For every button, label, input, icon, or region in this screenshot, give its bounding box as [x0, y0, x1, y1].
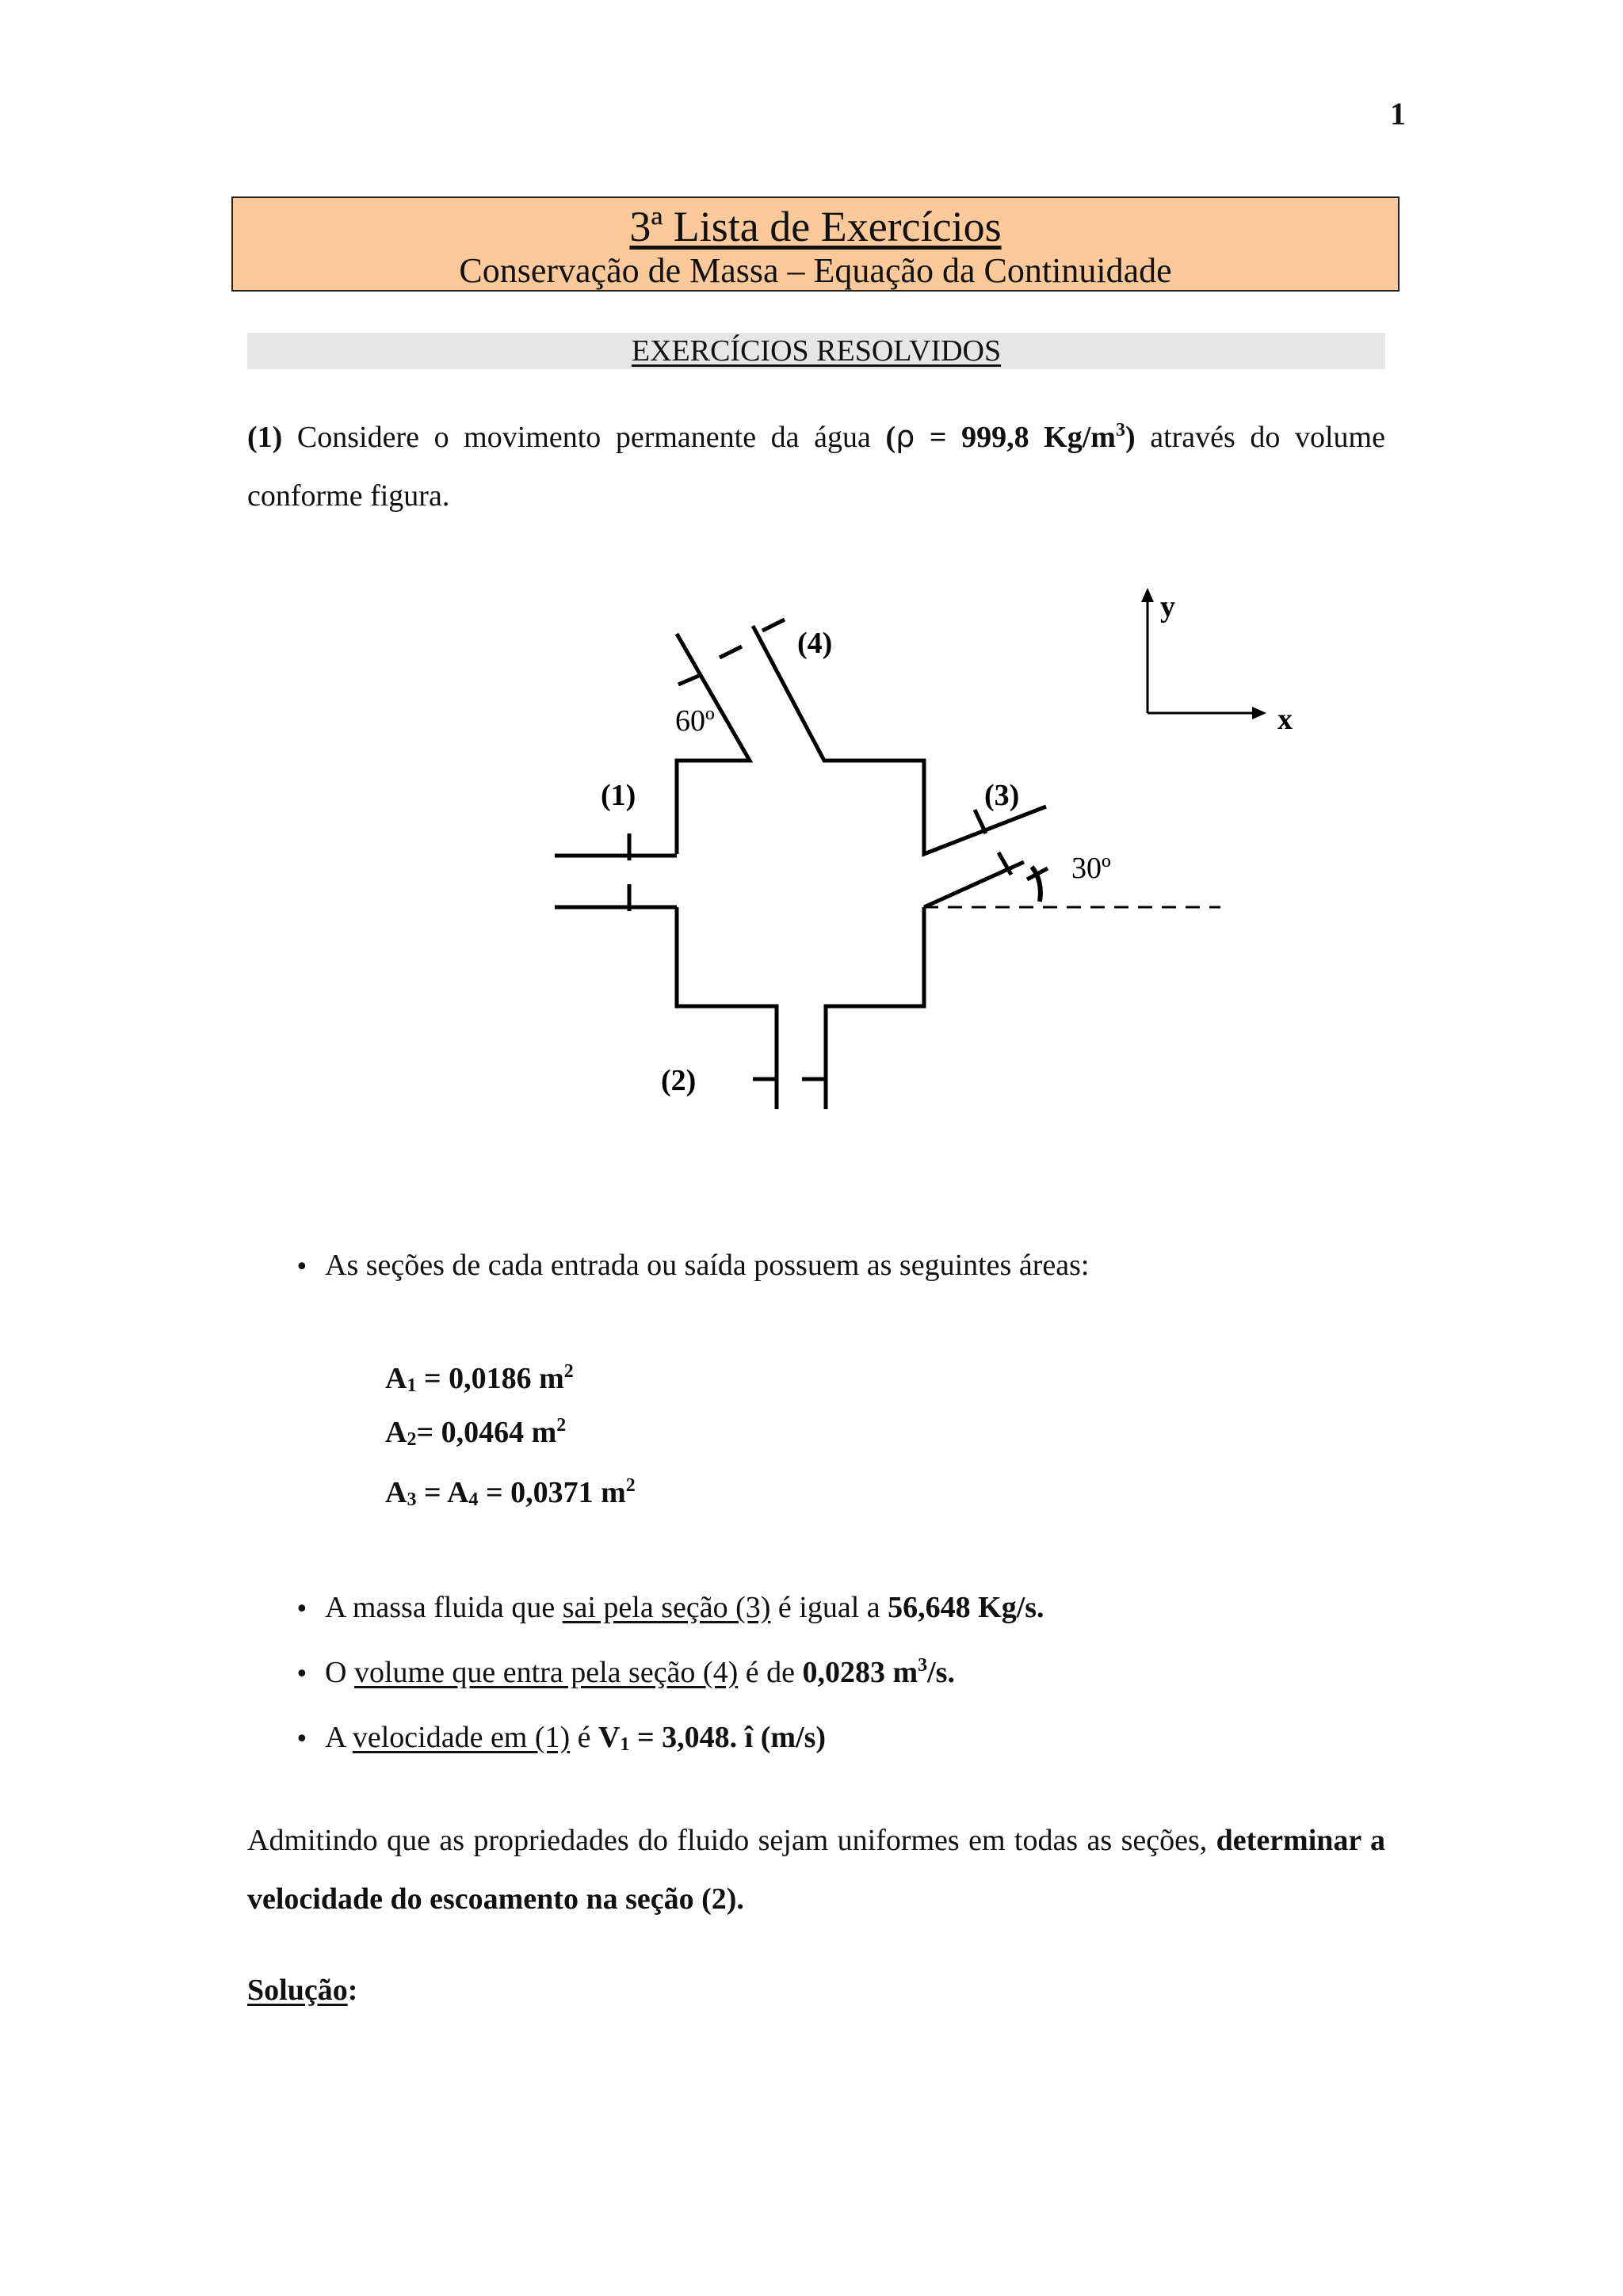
section-heading-label: EXERCÍCIOS RESOLVIDOS — [631, 334, 1002, 368]
bullet-areas-intro — [295, 1245, 1089, 1287]
area-3-4-value: = 0,0371 m — [478, 1476, 626, 1509]
label-section-4: (4) — [797, 627, 833, 660]
area-1 — [385, 1361, 574, 1397]
page-subtitle: Conservação de Massa – Equação da Continuidade — [459, 251, 1172, 290]
volume-outline-top-right — [753, 626, 1046, 854]
area-1-symbol: A — [385, 1362, 407, 1395]
problem-number: (1) — [247, 421, 283, 454]
bullet-velocity — [295, 1718, 826, 1764]
area-1-exp: 2 — [563, 1361, 574, 1382]
label-axis-y: y — [1160, 590, 1175, 624]
section-3-mark-a — [975, 810, 986, 833]
area-3-4-exp: 2 — [625, 1475, 636, 1496]
area-2-symbol: A — [385, 1416, 407, 1449]
bullet-dot: • — [295, 1726, 309, 1753]
volume-unit: /s. — [927, 1656, 955, 1689]
area-4-symbol: = A — [416, 1476, 469, 1509]
label-section-1: (1) — [601, 779, 636, 812]
density-close: ) — [1125, 421, 1136, 454]
mass-text-after: é igual a — [770, 1591, 888, 1624]
area-2-value: = 0,0464 m — [416, 1416, 557, 1449]
area-1-value: = 0,0186 m — [416, 1362, 564, 1395]
density-exponent: 3 — [1115, 420, 1125, 441]
area-1-sub: 1 — [407, 1375, 417, 1396]
label-section-2: (2) — [661, 1064, 697, 1097]
volume-text-underlined: volume que entra pela seção (4) — [353, 1656, 739, 1689]
volume-value: 0,0283 m — [802, 1656, 918, 1689]
area-3-sub: 3 — [407, 1489, 417, 1510]
question-paragraph — [247, 1811, 1385, 1928]
x-axis-arrowhead — [1252, 707, 1266, 719]
solution-colon: : — [347, 1974, 358, 2007]
velocity-text-after: é — [570, 1721, 599, 1754]
solution-heading — [247, 1973, 357, 2008]
area-2-exp: 2 — [556, 1415, 567, 1436]
mass-value: 56,648 Kg/s. — [888, 1591, 1044, 1624]
page-number: 1 — [1390, 96, 1406, 132]
volume-exp: 3 — [918, 1655, 928, 1676]
velocity-text-before: A — [325, 1721, 353, 1754]
section-4-mark-a — [678, 675, 701, 685]
density-open: ( — [885, 421, 896, 454]
area-3-symbol: A — [385, 1476, 407, 1509]
label-section-3: (3) — [984, 779, 1020, 812]
section-4-mark-c — [762, 620, 785, 631]
volume-outline-top-left — [677, 634, 750, 854]
bullet-dot: • — [295, 1661, 309, 1688]
label-axis-x: x — [1277, 703, 1293, 736]
mass-text-underlined: sai pela seção (3) — [562, 1591, 771, 1624]
label-angle-60: 60º — [675, 704, 715, 738]
area-4-sub: 4 — [468, 1489, 479, 1510]
area-2 — [385, 1415, 566, 1451]
problem-intro-end: através do volume conforme figura. — [247, 421, 1385, 513]
question-text: Admitindo que as propriedades do fluido sejam uniformes em todas as seções, — [247, 1824, 1216, 1857]
areas-intro-text: As seções de cada entrada ou saída possuem as seguintes áreas: — [325, 1249, 1090, 1282]
density-symbol: ρ — [896, 419, 915, 454]
velocity-value: = 3,048. î (m/s) — [629, 1721, 827, 1754]
mass-text-before: A massa fluida que — [325, 1591, 563, 1624]
y-axis-arrowhead — [1141, 588, 1154, 602]
question-bold: determinar a velocidade do escoamento na seção (2). — [247, 1824, 1385, 1916]
label-angle-30: 30º — [1071, 852, 1111, 885]
area-3-4 — [385, 1475, 636, 1511]
density-value: = 999,8 Kg/m — [915, 421, 1116, 454]
page-title: 3ª Lista de Exercícios — [629, 203, 1002, 250]
bullet-dot: • — [295, 1596, 309, 1623]
volume-text-before: O — [325, 1656, 354, 1689]
problem-intro: Considere o movimento permanente da água — [282, 421, 886, 454]
bullet-mass — [295, 1588, 1044, 1630]
bullet-dot: • — [295, 1253, 309, 1281]
solution-label: Solução — [247, 1974, 348, 2007]
volume-outline-bottom-right — [826, 907, 924, 1109]
area-2-sub: 2 — [407, 1429, 417, 1450]
section-4-mark-b — [720, 646, 742, 658]
bullet-volume — [295, 1653, 955, 1695]
velocity-text-underlined: velocidade em (1) — [352, 1721, 571, 1754]
velocity-symbol: V — [598, 1721, 621, 1754]
velocity-sub: 1 — [620, 1734, 630, 1755]
volume-text-after: é de — [738, 1656, 803, 1689]
